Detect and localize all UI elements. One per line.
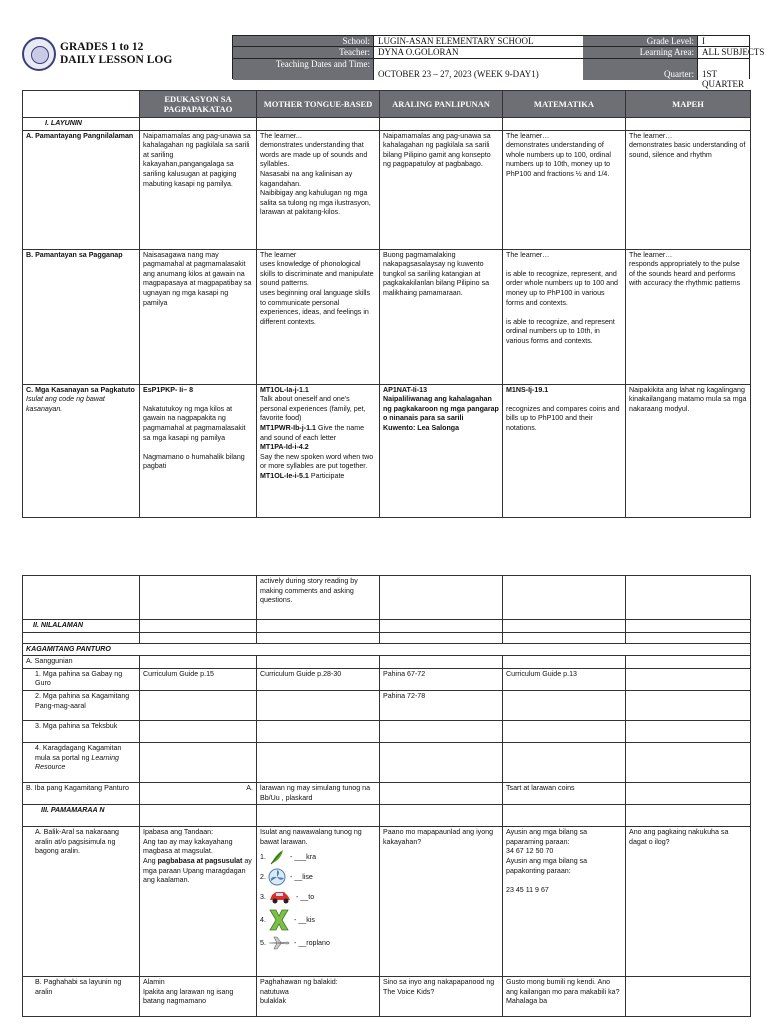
kasanayan-label: C. Mga Kasanayan sa Pagkatuto (26, 385, 135, 394)
leaf-icon (268, 848, 286, 866)
paghahabi-label: B. Paghahabi sa layunin ng aralin (23, 977, 140, 1017)
kagamitang-panturo-heading: KAGAMITANG PANTURO (23, 643, 751, 656)
c-mapeh-cell: Naipakikita ang lahat ng kagalingang kinakailangang matamo mula sa mga nakaraang modyul. (626, 384, 751, 517)
col-header-math: MATEMATIKA (503, 91, 626, 118)
mt-text-3: Say the new spoken word when two or more syllables are put together. (260, 452, 374, 471)
gabay-guro-label: 1. Mga pahina sa Gabay ng Guro (23, 668, 140, 690)
sanggunian-label: A. Sanggunian (23, 656, 140, 669)
quarter-label: Quarter: (583, 59, 697, 80)
deped-seal-icon (22, 37, 56, 71)
b-mt-cell: The learner uses knowledge of phonological skills to discriminate and manipulate sound patterns. uses beginning oral language skills to communicate personal experiences, ideas, and feelings in different contexts. (257, 249, 380, 384)
layunin-heading: I. LAYUNIN (23, 118, 140, 131)
col-header-mt: MOTHER TONGUE-BASED (257, 91, 380, 118)
esp-competency: Nakatutukoy ng mga kilos at gawain na nagpapakita ng pagmamahal at pagmamalasakit sa mga kasapi ng pamilya Nagmamano o humahalik bilang pagbati (143, 404, 246, 471)
grade-level-value: I (697, 36, 749, 46)
ap-competency: Naipaliliwanag ang kahalagahan ng pagkakaroon ng mga pangarap o ninanais para sa sarili (383, 395, 499, 423)
kagamitang-mag-aaral-label: 2. Mga pahina sa Kagamitang Pang-mag-aaral (23, 690, 140, 720)
header-info-grid (232, 35, 765, 89)
iba-pang-kagamitan-label: B. Iba pang Kagamitang Panturo (23, 782, 140, 804)
col-header-esp: EDUKASYON SA PAGPAPAKATAO (140, 91, 257, 118)
title-line-2: DAILY LESSON LOG (60, 54, 173, 66)
dll-header (22, 35, 765, 89)
learning-area-value: ALL SUBJECTS (697, 47, 749, 58)
karagdagang-label-text: 4. Karagdagang Kagamitan mula sa portal ng (35, 743, 122, 762)
grade-level-label: Grade Level: (583, 36, 697, 46)
kasanayan-note: Isulat ang code ng bawat kasanayan. (26, 395, 105, 413)
c-ap-cell (380, 384, 503, 517)
pb-math-cell: Gusto mong bumili ng kendi. Ano ang kailangan mo para makabili ka? Mahalaga ba (503, 977, 626, 1017)
pa-mapeh-cell: Ano ang pagkaing nakukuha sa dagat o ilog? (626, 827, 751, 977)
mt-text-4: Participate (308, 471, 345, 480)
ap-code: AP1NAT-Ii-13 (383, 385, 428, 394)
mt-code-4: MT1OL-Ie-i-5.1 (260, 471, 309, 480)
pa-esp-bold: pagbabasa at pagsusulat (157, 856, 243, 865)
pamantayan-sa-pagganap-label: B. Pamantayan sa Pagganap (23, 249, 140, 384)
pa-mt-intro: Isulat ang nawawalang tunog ng bawat larawan. (260, 828, 362, 846)
c-esp-cell (140, 384, 257, 517)
mt-text-1: Talk about oneself and one's personal experiences (family, pet, favorite food) (260, 395, 366, 423)
ap-kuwento: Kuwento: Lea Salonga (383, 423, 460, 432)
pa-mt-item-3: 3. - __to (260, 887, 376, 907)
teacher-value: DYNA O.GOLORAN (373, 47, 583, 58)
nilalaman-heading: II. NILALAMAN (23, 620, 140, 633)
pb-esp-cell: Alamin Ipakita ang larawan ng isang batang nagmamano (140, 977, 257, 1017)
esp-code: EsP1PKP- Ii– 8 (143, 385, 194, 394)
r1-esp: Curriculum Guide p.15 (140, 668, 257, 690)
cross-x-icon (268, 908, 290, 932)
fan-icon (268, 868, 286, 886)
b-esp-cell: Naisasagawa nang may pagmamahal at pagmamalasakit ang anumang kilos at gawain na magpapasaya at magpapatibay sa ugnayan ng mga kasapi ng pamilya (140, 249, 257, 384)
rb-esp: A. (140, 782, 257, 804)
corner-cell (23, 91, 140, 118)
pa-mt-item-5: 5. - __roplano (260, 933, 376, 953)
mt-continued-cell: actively during story reading by making comments and asking questions. (257, 576, 380, 620)
airplane-icon (268, 936, 290, 950)
karagdagang-kagamitan-label (23, 742, 140, 782)
rb-math: Tsart at larawan coins (503, 782, 626, 804)
math-competency: recognizes and compares coins and bills up to PhP100 and their notations. (506, 404, 620, 432)
rb-mt: larawan ng may simulang tunog na Bb/Uu , plaskard (257, 782, 380, 804)
layunin-table (22, 90, 751, 518)
mt-text-2: Give the name and sound of each letter (260, 423, 365, 442)
col-header-ap: ARALING PANLIPUNAN (380, 91, 503, 118)
school-label: School: (233, 36, 373, 46)
a-esp-cell: Naipamamalas ang pag-unawa sa kahalagahan ng pagkilala sa sarili at sariling kakayahan,pangangalaga sa sariling kalusugan at pagiging mabuting kasapi ng pamilya. (140, 130, 257, 249)
pa-mt-item-2: 2. - __lise (260, 867, 376, 887)
kasanayan-label-cell (23, 384, 140, 517)
dll-title (60, 41, 172, 67)
r2-ap: Pahina 72-78 (380, 690, 503, 720)
nilalaman-pamamaraan-table (22, 575, 751, 1017)
b-mapeh-cell: The learner… responds appropriately to the pulse of the sounds heard and performs with accuracy the rhythmic patterns (626, 249, 751, 384)
learning-resource-text: Learning Resource (35, 753, 120, 772)
teaching-dates-value: OCTOBER 23 – 27, 2023 (WEEK 9-DAY1) (373, 59, 583, 80)
a-mt-cell: The learner... demonstrates understanding that words are made up of sounds and syllables. Nasasabi na ang kalinisan ay kagandahan. Naibibigay ang kahulugan ng mga salita sa tulong ng mga ilustrasyon, larawan at pakitang-kilos. (257, 130, 380, 249)
quarter-value: 1ST QUARTER (697, 59, 749, 80)
c-math-cell (503, 384, 626, 517)
a-math-cell: The learner… demonstrates understanding of whole numbers up to 100, ordinal numbers up to 10th, money up to PhP100 and fractions ½ and 1/4. (503, 130, 626, 249)
r1-ap: Pahina 67-72 (380, 668, 503, 690)
pa-mt-item-4: 4. - __kis (260, 907, 376, 933)
mt-code-3: MT1PA-Id-i-4.2 (260, 443, 309, 452)
b-math-cell: The learner… is able to recognize, represent, and order whole numbers up to 100 and money up to PhP100 in various forms and contexts. is able to recognize, and represent ordinal numbers up to 10th, in various forms and contexts. (503, 249, 626, 384)
teacher-label: Teacher: (233, 47, 373, 58)
pb-mt-cell: Paghahawan ng balakid: natutuwa bulaklak (257, 977, 380, 1017)
pa-mt-item-1: 1. - ___kra (260, 847, 376, 867)
math-code: M1NS-Ij-19.1 (506, 385, 549, 394)
col-header-mapeh: MAPEH (626, 91, 751, 118)
car-icon (268, 889, 292, 905)
learning-area-label: Learning Area: (583, 47, 697, 58)
pa-esp-text-1: Ipabasa ang Tandaan: Ang tao ay may kakayahang magbasa at magsulat. Ang (143, 828, 233, 865)
pamantayang-pangnilalaman-label: A. Pamantayang Pangnilalaman (23, 130, 140, 249)
c-mt-cell (257, 384, 380, 517)
mt-code-2: MT1PWR-Ib-j-1.1 (260, 423, 316, 432)
mt-code-1: MT1OL-Ia-j-1.1 (260, 385, 309, 394)
r1-mt: Curriculum Guide p.28-30 (257, 668, 380, 690)
pa-ap-cell: Paano mo mapapaunlad ang iyong kakayahan? (380, 827, 503, 977)
teaching-dates-label: Teaching Dates and Time: (233, 59, 373, 80)
balik-aral-label: A. Balik-Aral sa nakaraang aralin at/o pagsisimula ng bagong aralin. (23, 827, 140, 977)
a-mapeh-cell: The learner… demonstrates basic understanding of sound, silence and rhythm (626, 130, 751, 249)
pa-esp-text-2: ay mga paraan Upang maragdagan ang kaalaman. (143, 856, 252, 885)
teksbuk-label: 3. Mga pahina sa Teksbuk (23, 720, 140, 742)
pb-ap-cell: Sino sa inyo ang nakapapanood ng The Voice Kids? (380, 977, 503, 1017)
pamamaraan-heading: III. PAMAMARAA N (23, 805, 140, 827)
r1-math: Curriculum Guide p.13 (503, 668, 626, 690)
pa-math-cell: Ayusin ang mga bilang sa paparaming paraan: 34 67 12 50 70 Ayusin ang mga bilang sa papakonting paraan: 23 45 11 9 67 (503, 827, 626, 977)
school-value: LUGIN-ASAN ELEMENTARY SCHOOL (373, 36, 583, 46)
pa-mt-cell (257, 827, 380, 977)
a-ap-cell: Naipamamalas ang pag-unawa sa kahalagahan ng pagkilala sa sarili bilang Pilipino gamit ang konsepto ng pagpapatuloy at pagbabago. (380, 130, 503, 249)
title-line-1: GRADES 1 to 12 (60, 41, 144, 53)
pa-esp-cell (140, 827, 257, 977)
b-ap-cell: Buong pagmamalaking nakapagsasalaysay ng kuwento tungkol sa sariling katangian at pagkakakilanlan bilang Pilipino sa malikhaing pamamaraan. (380, 249, 503, 384)
